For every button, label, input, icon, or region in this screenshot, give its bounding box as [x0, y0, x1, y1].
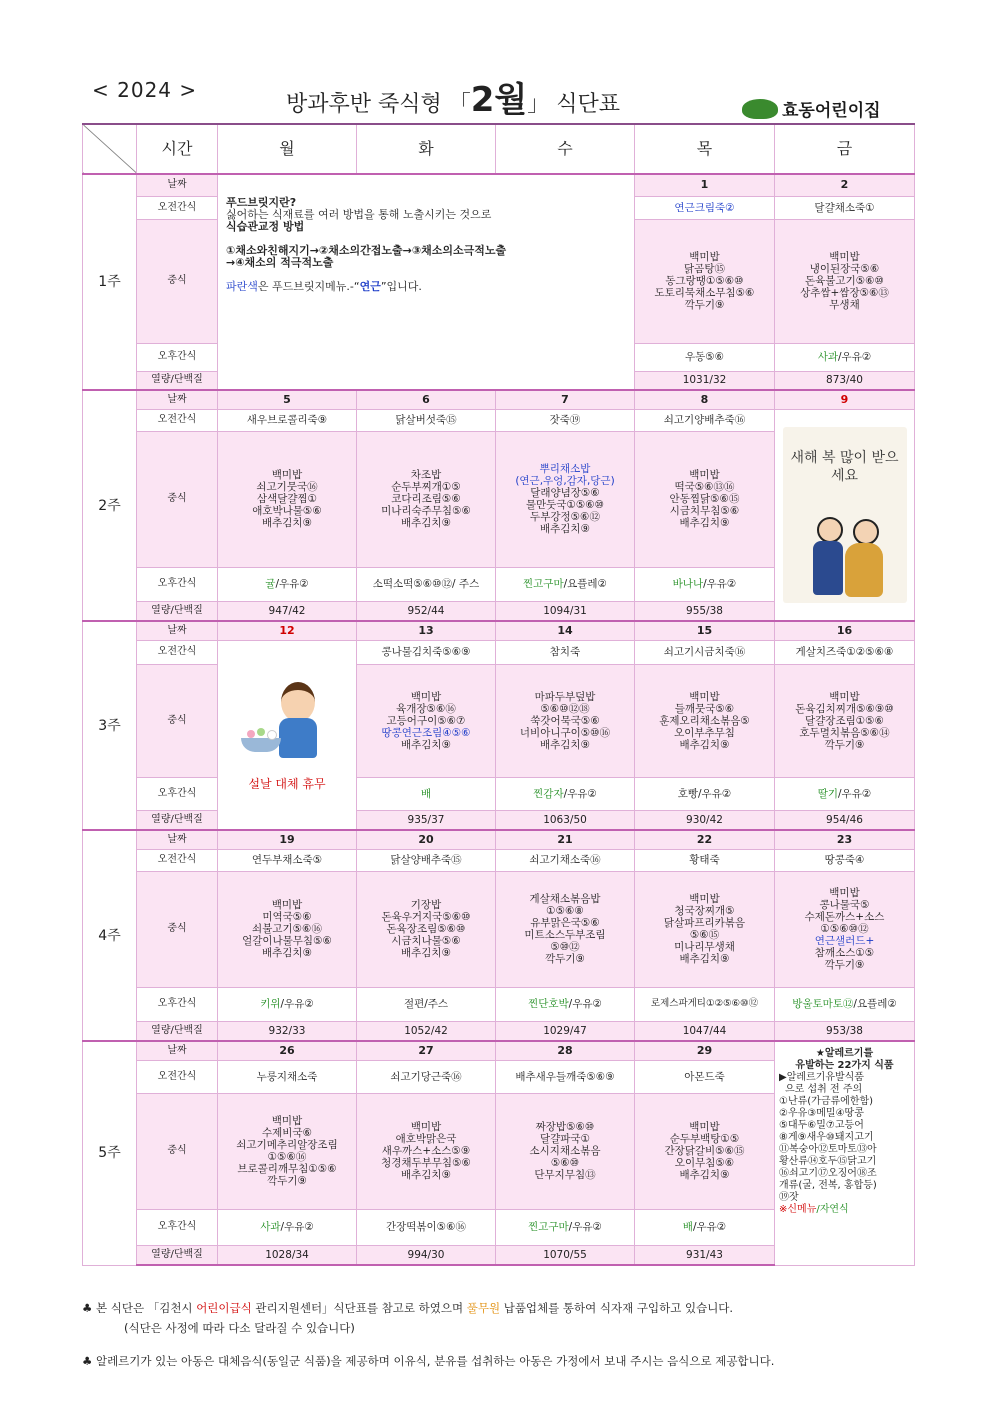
- lunch-cell: 백미밥 떡국⑤⑥⑬⑯ 안동찜닭⑤⑥⑮ 시금치무침⑤⑥ 배추김치⑨: [635, 431, 775, 567]
- date-cell: 27: [357, 1041, 496, 1060]
- table-row: [83, 1021, 915, 1041]
- footer-note-3: ♣ 알레르기가 있는 아동은 대체음식(동일군 식품)을 제공하며 이유식, 분유를 섭취하는 아동은 가정에서 보내 주시는 음식으로 제공합니다.: [82, 1354, 775, 1368]
- table-row: [83, 871, 915, 987]
- week-label: 1주: [83, 174, 137, 390]
- page-title: 방과후반 죽식형 「2월」 식단표: [286, 80, 621, 120]
- table-row: [83, 409, 915, 431]
- kcal-cell: 994/30: [357, 1245, 496, 1265]
- date-cell: 22: [635, 830, 775, 849]
- kcal-cell: 1028/34: [218, 1245, 357, 1265]
- am-snack: 잣죽⑲: [496, 409, 635, 431]
- table-row: [83, 777, 915, 810]
- am-snack: 쇠고기당근죽⑯: [357, 1060, 496, 1093]
- row-label-am: 오전간식: [137, 409, 218, 431]
- hanbok-couple-illustration: 새해 복 많이 받으세요: [783, 427, 907, 603]
- kcal-cell: 1070/55: [496, 1245, 635, 1265]
- date-cell: 23: [775, 830, 915, 849]
- am-snack: 콩나물김치죽⑤⑥⑨: [357, 640, 496, 664]
- row-label-pm: 오후간식: [137, 777, 218, 810]
- lunch-cell: 백미밥 수제비국⑥ 쇠고기메추리알장조림 ①⑤⑥⑯ 브로콜리깨무침①⑤⑥ 깍두기⑨: [218, 1093, 357, 1209]
- pm-snack: 찐고구마/우유②: [496, 1209, 635, 1245]
- turtle-logo-icon: [742, 99, 778, 119]
- week-label: 5주: [83, 1041, 137, 1265]
- kcal-cell: 1094/31: [496, 601, 635, 621]
- kcal-cell: 1047/44: [635, 1021, 775, 1041]
- lunch-cell: 백미밥 돈육김치찌개⑤⑥⑨⑩ 달걀장조림①⑤⑥ 호두멸치볶음⑤⑥⑭ 깍두기⑨: [775, 664, 915, 777]
- pm-snack: 소떡소떡⑤⑥⑩⑫/ 주스: [357, 567, 496, 601]
- lunch-cell: 백미밥 닭곰탕⑮ 동그랑땡①⑤⑥⑩ 도토리묵채소무침⑤⑥ 깍두기⑨: [635, 219, 775, 343]
- pm-snack: 로제스파게티①②⑤⑥⑩⑫: [635, 987, 775, 1021]
- kcal-cell: 1063/50: [496, 810, 635, 830]
- table-row: [83, 390, 915, 409]
- lunch-cell: 백미밥 애호박맑은국 새우까스+소스⑤⑨ 청경채두부무침⑤⑥ 배추김치⑨: [357, 1093, 496, 1209]
- date-cell: 29: [635, 1041, 775, 1060]
- date-cell: 26: [218, 1041, 357, 1060]
- kcal-cell: 953/38: [775, 1021, 915, 1041]
- date-cell: 19: [218, 830, 357, 849]
- week-label: 2주: [83, 390, 137, 621]
- lunch-cell: 백미밥 청국장찌개⑤ 닭살파프리카볶음 ⑤⑥⑮ 미나리무생채 배추김치⑨: [635, 871, 775, 987]
- footer-note-1: ♣ 본 식단은 「김천시 어린이급식 관리지원센터」식단표를 참고로 하였으며 풀무원 납품업체를 통하여 식자재 구입하고 있습니다.: [82, 1301, 734, 1315]
- pm-snack: 찐감자/우유②: [496, 777, 635, 810]
- row-label-lunch: 중식: [137, 664, 218, 777]
- footer-note-2: (식단은 사정에 따라 다소 달라질 수 있습니다): [124, 1321, 355, 1335]
- pm-snack: 배/우유②: [635, 1209, 775, 1245]
- date-cell: 21: [496, 830, 635, 849]
- am-snack: 연근크림죽②: [635, 196, 775, 219]
- pm-snack: 사과/우유②: [218, 1209, 357, 1245]
- year-label: < 2024 >: [92, 78, 198, 102]
- row-label-kcal: 열량/단백질: [137, 1245, 218, 1265]
- date-cell: 14: [496, 621, 635, 640]
- date-cell: 15: [635, 621, 775, 640]
- col-mon: 월: [218, 124, 357, 174]
- row-label-date: 날짜: [137, 1041, 218, 1060]
- pm-snack: 우동⑤⑥: [635, 343, 775, 371]
- date-cell: 13: [357, 621, 496, 640]
- date-cell: 12: [218, 621, 357, 640]
- col-fri: 금: [775, 124, 915, 174]
- col-wed: 수: [496, 124, 635, 174]
- row-label-am: 오전간식: [137, 849, 218, 871]
- row-label-pm: 오후간식: [137, 343, 218, 371]
- corner-cell: [83, 124, 137, 174]
- table-row: [83, 1041, 915, 1060]
- kcal-cell: 1029/47: [496, 1021, 635, 1041]
- pm-snack: 절편/주스: [357, 987, 496, 1021]
- date-cell: 2: [775, 174, 915, 196]
- lunch-cell: 마파두부덮밥 ⑤⑥⑩⑫⑱ 쑥갓어묵국⑤⑥ 너비아니구이⑤⑩⑯ 배추김치⑨: [496, 664, 635, 777]
- am-snack: 닭살양배추죽⑮: [357, 849, 496, 871]
- date-cell: 1: [635, 174, 775, 196]
- row-label-kcal: 열량/단백질: [137, 810, 218, 830]
- row-label-kcal: 열량/단백질: [137, 1021, 218, 1041]
- pm-snack: 호빵/우유②: [635, 777, 775, 810]
- food-bridge-info: 푸드브릿지란? 싫어하는 식재료를 여러 방법을 통해 노출시키는 것으로 식습관교정 방법 ①채소와친해지기→②채소의간접노출→③채소의소극적노출 →④채소의 적극적노출 파란색은 푸드브릿지메뉴.-“연근”입니다.: [218, 174, 635, 390]
- row-label-date: 날짜: [137, 174, 218, 196]
- row-label-date: 날짜: [137, 390, 218, 409]
- date-cell: 5: [218, 390, 357, 409]
- kcal-cell: 1031/32: [635, 371, 775, 390]
- col-time: 시간: [137, 124, 218, 174]
- date-cell: 9: [775, 390, 915, 409]
- lunch-cell: 백미밥 콩나물국⑤ 수제돈까스+소스 ①⑤⑥⑩⑫ 연근샐러드+ 참깨소스①⑤ 깍두기⑨: [775, 871, 915, 987]
- row-label-am: 오전간식: [137, 640, 218, 664]
- row-label-pm: 오후간식: [137, 1209, 218, 1245]
- table-row: [83, 174, 915, 196]
- date-cell: 6: [357, 390, 496, 409]
- am-snack: 아몬드죽: [635, 1060, 775, 1093]
- am-snack: 배추새우들깨죽⑤⑥⑨: [496, 1060, 635, 1093]
- kcal-cell: 955/38: [635, 601, 775, 621]
- pm-snack: 찐고구마/요플레②: [496, 567, 635, 601]
- am-snack: 누룽지채소죽: [218, 1060, 357, 1093]
- kcal-cell: 873/40: [775, 371, 915, 390]
- table-row: [83, 810, 915, 830]
- lunch-cell: 백미밥 들깨뭇국⑤⑥ 훈제오리채소볶음⑤ 오이부추무침 배추김치⑨: [635, 664, 775, 777]
- table-row: [83, 621, 915, 640]
- lunch-cell: 백미밥 순두부백탕①⑤ 간장닭갈비⑤⑥⑮ 오이무침⑤⑥ 배추김치⑨: [635, 1093, 775, 1209]
- lunch-cell: 백미밥 육개장⑤⑥⑯ 고등어구이⑤⑥⑦ 땅콩연근조림④⑤⑥ 배추김치⑨: [357, 664, 496, 777]
- row-label-kcal: 열량/단백질: [137, 371, 218, 390]
- kcal-cell: 954/46: [775, 810, 915, 830]
- pm-snack: 간장떡볶이⑤⑥⑯: [357, 1209, 496, 1245]
- row-label-lunch: 중식: [137, 431, 218, 567]
- date-cell: 28: [496, 1041, 635, 1060]
- daycare-logo: 효동어린이집: [742, 96, 881, 121]
- row-label-am: 오전간식: [137, 1060, 218, 1093]
- lunch-cell: 백미밥 냉이된장국⑤⑥ 돈육불고기⑤⑥⑩ 상추쌈+쌈장⑤⑥⑬ 무생채: [775, 219, 915, 343]
- pm-snack: 키위/우유②: [218, 987, 357, 1021]
- am-snack: 달걀채소죽①: [775, 196, 915, 219]
- date-cell: 20: [357, 830, 496, 849]
- row-label-lunch: 중식: [137, 1093, 218, 1209]
- week-label: 3주: [83, 621, 137, 830]
- kcal-cell: 932/33: [218, 1021, 357, 1041]
- am-snack: 새우브로콜리죽⑨: [218, 409, 357, 431]
- child-eating-illustration: [237, 680, 337, 764]
- menu-table: [82, 123, 915, 1266]
- table-row: [83, 640, 915, 664]
- am-snack: 참치죽: [496, 640, 635, 664]
- lunch-cell: 게살채소볶음밥 ①⑤⑥⑧ 유부맑은국⑤⑥ 미트소스두부조림 ⑤⑩⑫ 깍두기⑨: [496, 871, 635, 987]
- week-label: 4주: [83, 830, 137, 1041]
- am-snack: 게살치즈죽①②⑤⑥⑧: [775, 640, 915, 664]
- am-snack: 쇠고기시금치죽⑯: [635, 640, 775, 664]
- pm-snack: 배: [357, 777, 496, 810]
- table-row: [83, 664, 915, 777]
- table-row: [83, 830, 915, 849]
- am-snack: 황태죽: [635, 849, 775, 871]
- pm-snack: 사과/우유②: [775, 343, 915, 371]
- am-snack: 연두부채소죽⑤: [218, 849, 357, 871]
- am-snack: 닭살버섯죽⑮: [357, 409, 496, 431]
- row-label-pm: 오후간식: [137, 567, 218, 601]
- date-cell: 7: [496, 390, 635, 409]
- kcal-cell: 931/43: [635, 1245, 775, 1265]
- kcal-cell: 952/44: [357, 601, 496, 621]
- kcal-cell: 935/37: [357, 810, 496, 830]
- lunch-cell: 뿌리채소밥 (연근,우엉,감자,당근) 달래양념장⑤⑥ 물만둣국①⑤⑥⑩ 두부강정⑤⑥⑫ 배추김치⑨: [496, 431, 635, 567]
- am-snack: 쇠고기채소죽⑯: [496, 849, 635, 871]
- date-cell: 16: [775, 621, 915, 640]
- row-label-am: 오전간식: [137, 196, 218, 219]
- row-label-kcal: 열량/단백질: [137, 601, 218, 621]
- pm-snack: 찐단호박/우유②: [496, 987, 635, 1021]
- table-row: [83, 849, 915, 871]
- row-label-pm: 오후간식: [137, 987, 218, 1021]
- table-header-row: [83, 124, 915, 174]
- col-thu: 목: [635, 124, 775, 174]
- am-snack: 쇠고기양배추죽⑯: [635, 409, 775, 431]
- pm-snack: 딸기/우유②: [775, 777, 915, 810]
- row-label-date: 날짜: [137, 621, 218, 640]
- lunch-cell: 기장밥 돈육우거지국⑤⑥⑩ 돈육장조림⑤⑥⑩ 시금치나물⑤⑥ 배추김치⑨: [357, 871, 496, 987]
- am-snack: 땅콩죽④: [775, 849, 915, 871]
- kcal-cell: 930/42: [635, 810, 775, 830]
- table-row: [83, 987, 915, 1021]
- allergy-info: ★알레르기를 유발하는 22가지 식품 ▶알레르기유발식품 으로 섭취 전 주의 ①난류(가금류에한함) ②우유③메밀④땅콩 ⑤대두⑥밀⑦고등어 ⑧게⑨새우⑩돼지고기 ⑪복숭아⑫토마토⑬아 황산류⑭호두⑮닭고기 ⑯쇠고기⑰오징어⑱조 개류(굴, 전복, 홍합등) ⑲잣 ※신메뉴/자연식: [775, 1041, 915, 1265]
- lunch-cell: 백미밥 미역국⑤⑥ 쇠불고기⑤⑥⑯ 얼갈이나물무침⑤⑥ 배추김치⑨: [218, 871, 357, 987]
- new-year-greeting: [775, 409, 915, 621]
- row-label-lunch: 중식: [137, 219, 218, 343]
- pm-snack: 바나나/우유②: [635, 567, 775, 601]
- date-cell: 8: [635, 390, 775, 409]
- lunch-cell: 짜장밥⑤⑥⑩ 달걀파국① 소시지채소볶음 ⑤⑥⑩ 단무지무침⑬: [496, 1093, 635, 1209]
- kcal-cell: 947/42: [218, 601, 357, 621]
- col-tue: 화: [357, 124, 496, 174]
- lunch-cell: 차조밥 순두부찌개①⑤ 코다리조림⑤⑥ 미나리숙주무침⑤⑥ 배추김치⑨: [357, 431, 496, 567]
- row-label-lunch: 중식: [137, 871, 218, 987]
- lunch-cell: 백미밥 쇠고기뭇국⑯ 삼색달걀찜① 애호박나물⑤⑥ 배추김치⑨: [218, 431, 357, 567]
- holiday-cell: 설날 대체 휴무: [218, 640, 357, 830]
- pm-snack: 귤/우유②: [218, 567, 357, 601]
- kcal-cell: 1052/42: [357, 1021, 496, 1041]
- pm-snack: 방울토마토⑫/요플레②: [775, 987, 915, 1021]
- row-label-date: 날짜: [137, 830, 218, 849]
